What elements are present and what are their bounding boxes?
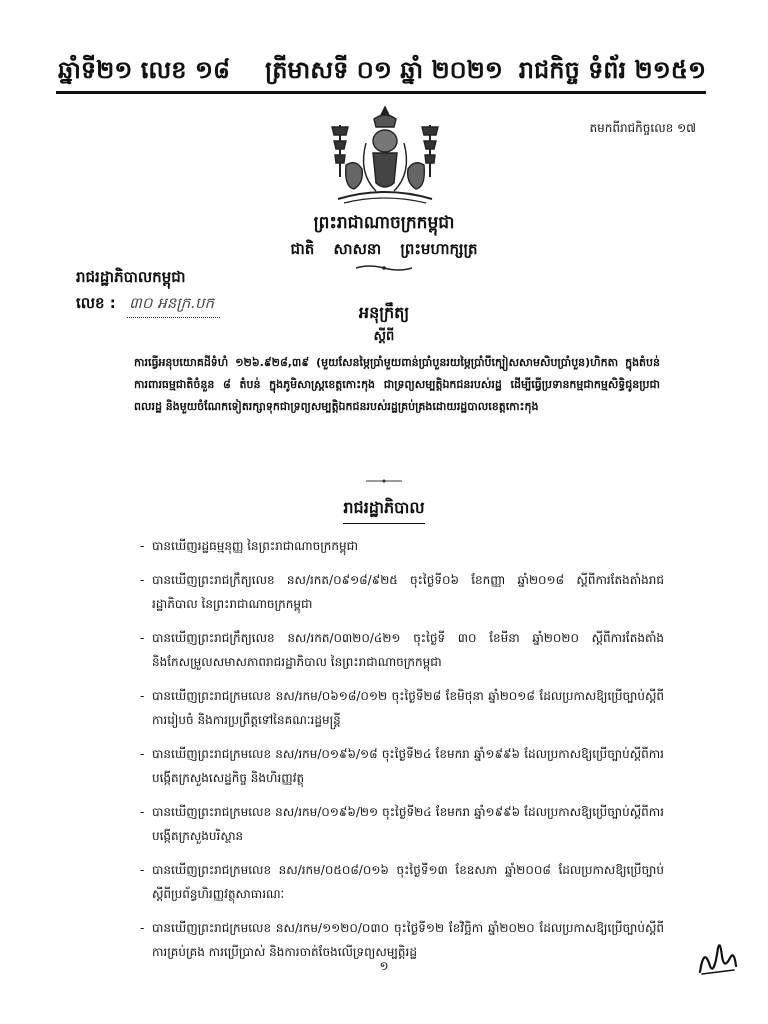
- clause-item: - បានឃើញព្រះរាជក្រមលេខ នស/រកម/០១៩៦/២១ ចុះថ្ងៃទី២៤ ខែមករា ឆ្នាំ១៩៩៦ ដែលប្រកាសឱ្យប្រើច្បាប់ស្តីពីការបង្កើតក្រសួងបរិស្ថាន: [140, 800, 664, 848]
- ornament-divider-icon: [354, 264, 414, 272]
- source-reference: តមកពីរាជកិច្ចលេខ ១៧: [589, 121, 696, 135]
- page-header-right: រាជកិច្ច ទំព័រ ២១៥១: [518, 56, 706, 84]
- national-motto: ជាតិ សាសនា ព្រះមហាក្សត្រ: [290, 240, 478, 258]
- clause-item: - បានឃើញព្រះរាជក្រមលេខ នស/រកម/១១២០/០៣០ ចុះថ្ងៃទី១២ ខែវិច្ឆិកា ឆ្នាំ២០២០ ដែលប្រកាសឱ្យប្រើច្បាប់ស្តីពីការគ្រប់គ្រង ការប្រើប្រាស់ និងការចាត់ចែងលើទ្រព្យសម្បត្តិរដ្ឋ: [140, 916, 664, 964]
- royal-coat-of-arms-icon: [318, 103, 452, 211]
- clause-item: - បានឃើញព្រះរាជក្រមលេខ នស/រកម/០១៩៦/១៨ ចុះថ្ងៃទី២៤ ខែមករា ឆ្នាំ១៩៩៦ ដែលប្រកាសឱ្យប្រើច្បាប់ស្តីពីការបង្កើតក្រសួងសេដ្ឋកិច្ច និងហិរញ្ញវត្ថុ: [140, 742, 664, 790]
- clause-item: - បានឃើញព្រះរាជក្រមលេខ នស/រកម/០៦១៨/០១២ ចុះថ្ងៃទី២៨ ខែមិថុនា ឆ្នាំ២០១៨ ដែលប្រកាសឱ្យប្រើច្បាប់ស្តីពីការរៀបចំ និងការប្រព្រឹត្តទៅនៃគណៈរដ្ឋមន្ត្រី: [140, 684, 664, 732]
- about-label: ស្តីពី: [373, 329, 395, 344]
- page-number: ១: [379, 959, 389, 973]
- government-heading-text: រាជរដ្ឋាភិបាល: [343, 497, 424, 524]
- header-rule: [56, 91, 706, 94]
- page-header-center: ត្រីមាសទី ០១ ឆ្នាំ ២០២១: [265, 56, 503, 84]
- page-header-left: ឆ្នាំទី២១ លេខ ១៨: [58, 56, 230, 84]
- number-label: លេខ :: [76, 294, 116, 312]
- handwritten-initials-icon: [694, 936, 740, 982]
- section-divider-icon: [364, 478, 404, 484]
- document-subject: ការធ្វើអនុបយោគដីទំហំ ១២៦.៩២៨,៣៩ (មួយសែនម្ភៃប្រាំមួយពាន់ប្រាំបួនរយម្ភៃប្រាំបីក្បៀសសាមសិបប្រាំបួន)ហិកតា ក្នុងតំបន់ការពារធម្មជាតិចំនួន ៨ តំបន់ ក្នុងភូមិសាស្ត្រខេត្តកោះកុង ជាទ្រព្យសម្បត្តិឯកជនរបស់រដ្ឋ ដើម្បីធ្វើប្រទានកម្មជាកម្មសិទ្ធិជូនប្រជាពលរដ្ឋ និងមួយចំណែកទៀតរក្សាទុកជាទ្រព្យសម្បត្តិឯកជនរបស់រដ្ឋគ្រប់គ្រងដោយរដ្ឋបាលខេត្តកោះកុង: [134, 356, 660, 413]
- government-heading: [0, 497, 768, 524]
- clause-item: - បានឃើញព្រះរាជក្រឹត្យលេខ នស/រកត/០៣២០/៤២១ ចុះថ្ងៃទី ៣០ ខែមីនា ឆ្នាំ២០២០ ស្តីពីការតែងតាំងនិងកែសម្រួលសមាសភាពរាជរដ្ឋាភិបាល នៃព្រះរាជាណាចក្រកម្ពុជា: [140, 626, 664, 674]
- clause-item: - បានឃើញរដ្ឋធម្មនុញ្ញ នៃព្រះរាជាណាចក្រកម្ពុជា: [140, 534, 664, 558]
- preamble-clauses: [140, 534, 664, 974]
- kingdom-title: ព្រះរាជាណាចក្រកម្ពុជា: [313, 213, 455, 233]
- government-label: រាជរដ្ឋាភិបាលកម្ពុជា: [76, 268, 186, 286]
- number-value: ៣០ អនក្រ.បក: [127, 294, 220, 318]
- clause-item: - បានឃើញព្រះរាជក្រឹត្យលេខ នស/រកត/០៩១៨/៩២៥ ចុះថ្ងៃទី០៦ ខែកញ្ញា ឆ្នាំ២០១៨ ស្តីពីការតែងតាំងរាជរដ្ឋាភិបាល នៃព្រះរាជាណាចក្រកម្ពុជា: [140, 568, 664, 616]
- document-type: អនុក្រឹត្យ: [358, 303, 410, 322]
- clause-item: - បានឃើញព្រះរាជក្រមលេខ នស/រកម/០៥០៨/០១៦ ចុះថ្ងៃទី១៣ ខែឧសភា ឆ្នាំ២០០៨ ដែលប្រកាសឱ្យប្រើច្បាប់ស្តីពីប្រព័ន្ធហិរញ្ញវត្ថុសាធារណៈ: [140, 858, 664, 906]
